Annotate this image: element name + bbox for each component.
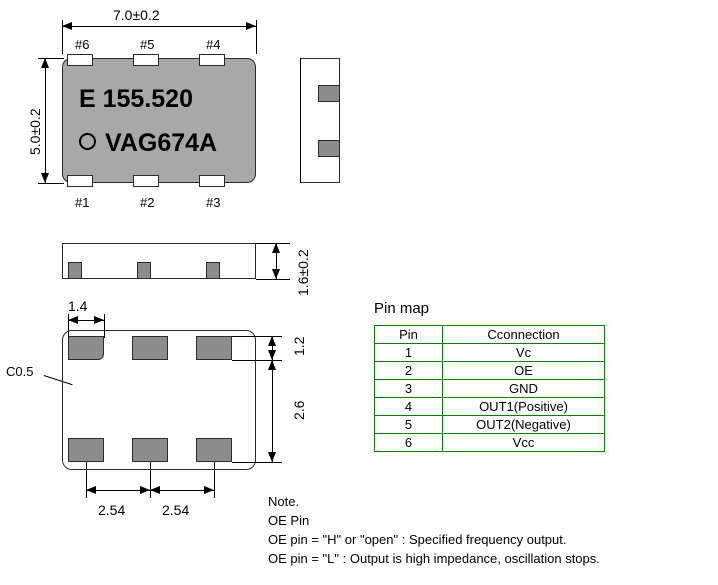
front-view-pad-3	[206, 262, 220, 279]
pin-label-4: #4	[206, 37, 221, 52]
lead-top-5	[133, 54, 159, 66]
dim-pad-height-arrow-down	[268, 350, 276, 360]
marking-partnumber: VAG674A	[105, 129, 218, 157]
dim-width-label: 7.0±0.2	[113, 7, 160, 23]
dim-height-label: 5.0±0.2	[27, 108, 43, 155]
pin-label-1: #1	[75, 195, 90, 210]
side-view-edge-left	[300, 58, 301, 183]
pin-label-5: #5	[140, 37, 155, 52]
package-side-view	[300, 58, 340, 183]
note-line-3: OE pin = "H" or "open" : Specified frequency output.	[268, 532, 567, 547]
cell-pin: 4	[375, 398, 443, 416]
cell-connection: Vc	[443, 344, 605, 362]
dim-pitch-1-arrow-left	[86, 486, 96, 494]
pin1-dot-icon	[79, 133, 96, 150]
pin-label-3: #3	[206, 195, 221, 210]
marking-frequency: E 155.520	[79, 85, 193, 113]
dim-thickness-ext-bottom	[256, 279, 290, 280]
lead-bottom-1	[67, 175, 93, 187]
col-header-pin: Pin	[375, 326, 443, 344]
dim-pitch-ext-3	[214, 462, 215, 498]
package-top-view	[62, 58, 256, 183]
table-header-row	[375, 326, 605, 344]
cell-connection: Vcc	[443, 434, 605, 452]
lead-top-4	[199, 54, 225, 66]
cell-pin: 2	[375, 362, 443, 380]
table-row	[375, 434, 605, 452]
dim-pad-height-arrow-up	[268, 336, 276, 346]
pin-label-6: #6	[75, 37, 90, 52]
cell-pin: 1	[375, 344, 443, 362]
table-row	[375, 416, 605, 434]
front-view-pad-1	[68, 262, 82, 279]
pin-map-table	[374, 325, 605, 452]
side-view-pad-lower	[318, 140, 340, 157]
bottom-pad-2	[132, 438, 168, 462]
bottom-pad-6	[68, 336, 104, 360]
dim-pad-pitch-v-arrow-up	[268, 360, 276, 370]
note-line-2: OE Pin	[268, 513, 310, 528]
table-row	[375, 362, 605, 380]
dim-width-ext-left	[62, 20, 63, 54]
dim-pad-pitch-v-line	[272, 360, 273, 462]
dim-width-ext-right	[256, 20, 257, 54]
dim-pad-pitch-v-label: 2.6	[291, 400, 307, 420]
dim-pitch-2-arrow-right	[204, 486, 214, 494]
cell-connection: GND	[443, 380, 605, 398]
dim-pad-width-ext-left	[68, 314, 69, 338]
table-row	[375, 344, 605, 362]
dim-pad-height-ext-top	[232, 336, 282, 337]
lead-top-6	[67, 54, 93, 66]
cell-pin: 3	[375, 380, 443, 398]
bottom-pad-1	[68, 438, 104, 462]
lead-bottom-3	[199, 175, 225, 187]
dim-width-arrow-right	[246, 22, 256, 30]
col-header-connection: Cconnection	[443, 326, 605, 344]
bottom-pad-3	[196, 438, 232, 462]
dim-pitch-1-label: 2.54	[98, 502, 126, 518]
note-line-4: OE pin = "L" : Output is high impedance, oscillation stops.	[268, 551, 600, 566]
dim-thickness-label: 1.6±0.2	[295, 249, 311, 296]
dim-thickness-arrow-up	[272, 243, 280, 253]
dim-height-arrow-down	[41, 173, 49, 183]
front-view-pad-2	[137, 262, 151, 279]
cell-connection: OE	[443, 362, 605, 380]
dim-pad-pitch-v-arrow-down	[268, 452, 276, 462]
dim-width-arrow-left	[62, 22, 72, 30]
cell-connection: OUT1(Positive)	[443, 398, 605, 416]
dim-pad-width-arrow-left	[68, 316, 78, 324]
bottom-pad-5	[132, 336, 168, 360]
dim-pitch-1-arrow-right	[140, 486, 150, 494]
dim-height-arrow-up	[41, 58, 49, 68]
dim-thickness-arrow-down	[272, 269, 280, 279]
dim-width-line	[62, 26, 256, 27]
dim-pad-width-arrow-right	[94, 316, 104, 324]
dim-pad-width-label: 1.4	[68, 298, 88, 314]
note-line-1: Note.	[268, 494, 300, 509]
table-row	[375, 380, 605, 398]
dim-pad-pitch-v-ext-bottom	[232, 462, 282, 463]
dim-height-line	[45, 58, 46, 183]
side-view-pad-upper	[318, 85, 340, 102]
pin-label-2: #2	[140, 195, 155, 210]
cell-connection: OUT2(Negative)	[443, 416, 605, 434]
cell-pin: 5	[375, 416, 443, 434]
package-front-view	[62, 243, 256, 279]
dim-height-ext-bottom	[38, 183, 64, 184]
dim-pitch-2-label: 2.54	[162, 502, 190, 518]
pin-map-title: Pin map	[374, 300, 430, 317]
dim-height-ext-top	[38, 58, 64, 59]
lead-bottom-2	[133, 175, 159, 187]
bottom-pad-4	[196, 336, 232, 360]
cell-pin: 6	[375, 434, 443, 452]
chamfer-label: C0.5	[6, 364, 34, 379]
dim-pad-height-label: 1.2	[291, 336, 307, 356]
dim-pitch-2-arrow-left	[150, 486, 160, 494]
dim-pad-width-ext-right	[104, 314, 105, 338]
note-block	[268, 492, 600, 568]
table-row	[375, 398, 605, 416]
